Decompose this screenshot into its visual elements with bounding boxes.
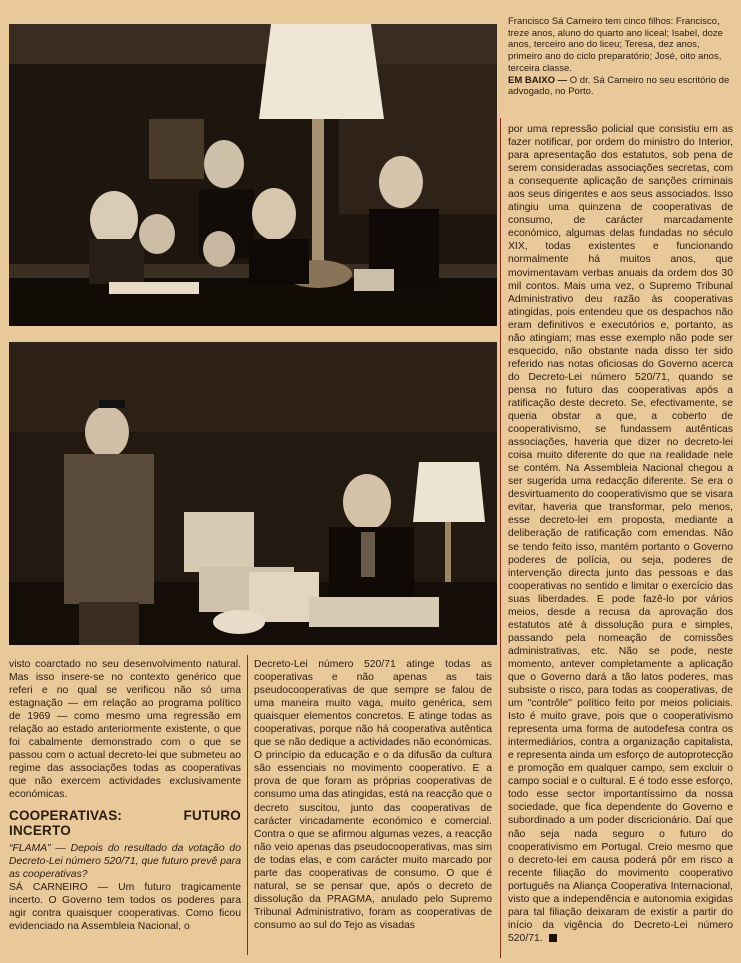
interview-answer [9, 881, 241, 933]
interviewer-name: “FLAMA” [9, 842, 51, 854]
caption-office-text: O dr. Sá Carneiro no seu escritório de advogado, no Porto. [508, 74, 730, 98]
caption-lead: EM BAIXO — [508, 74, 568, 86]
section-heading: COOPERATIVAS: FUTURO INCERTO [9, 807, 241, 838]
interview-question [9, 842, 241, 881]
interviewee-name: SÁ CARNEIRO [9, 881, 88, 893]
right-column-text [508, 123, 733, 953]
left-column-text [9, 658, 241, 958]
middle-column-text [254, 658, 492, 958]
right-column-paragraph: por uma repressão policial que consistiu em as fazer notificar, por ordem do ministro do Interior, para apresentação dos estatutos, sob pena de serem consideradas associações secretas, com a consequente aplicação de sanções criminais aos seus dirigentes e aos seus associados. Isso atingiu uma quinzena de cooperativas de consumo, de carácter marcadamente económico, algumas delas fundadas no século XIX, todas existentes e funcionando normalmente há muitos anos, que movimentavam verbas anuais da ordem dos 30 mil contos. Mais uma vez, o Supremo Tribunal Administrativo deu razão às cooperativas atingidas, pois entendeu que os despachos não eram definitivos e executórios e, portanto, as não atingiam; mas esse exemplo não pode ser esquecido, não obstante nada disso ter sido referido nas notas oficiosas do Governo acerca do Decreto-Lei número 520/71, quando se pensa no futuro das cooperativas após a ratificação deste decreto. Se, efectivamente, se queria obstar a que, a coberto de cooperativismo, se fundassem autênticas associações, haveria que dizer no decreto-lei coisa muito diferente do que na realidade nele se contém. Na Assembleia Nacional chegou a ser sugerida uma redacção diferente. Se era o desvirtuamento do cooperativismo que se visara evitar, haveria que transformar, pelo menos, esse decreto-lei em proposta, mediante a deliberação de ratificação com emendas. Não se tendo feito isso, mantém portanto o Governo poderes de polícia, ou seja, poderes de intervenção directa junto das pessoas e das cooperativas no sentido e limitar o exercício das suas liberdades. E pode fazê-lo por vários meios, desde a recusa da aprovação dos estatutos até à dissolução pura e simples, passando pela nomeação de comissões administrativas, etc. Não se pode, neste momento, antever completamente a aplicação que o Governo dará a tão latos poderes, mas subsiste o risco, para todas as cooperativas, de um "contrôle" político feito por meios policiais. Isto é muito grave, pois que o cooperativismo representa uma forma de autodefesa contra os intermediários, contra a organização capitalista, e representa ainda um esforço de autoprotecção e promoção em qualquer campo, sem excluir o campo social e o cultural. E é todo esse esforço, todo esse sector importantíssimo da nossa sociedade, que fica dependente do Governo e subordinado a um poder discricionário. Daí que não seja nada seguro o futuro do cooperativismo em Portugal. Creio mesmo que o decreto-lei em causa poderá pôr em risco a recente filiação do movimento cooperativo português na Aliança Cooperativa Internacional, visto que a independência e autonomia exigidas para tal filiação deixaram de existir a partir do início da vigência do Decreto-Lei número 520/71. [508, 124, 733, 944]
photo-caption [508, 16, 732, 98]
answer-text: — Um futuro tragicamente incerto. O Governo tem todos os poderes para agir contra quaisquer cooperativas. Como ficou evidenciado na Assembleia Nacional, o [9, 881, 241, 932]
caption-children: Francisco Sá Carneiro tem cinco filhos: Francisco, treze anos, aluno do quarto ano liceal; Isabel, doze anos, terceiro ano do liceu; Teresa, dez anos, primeiro ano do ciclo preparatório; José, oito anos, terceira classe. [508, 16, 723, 74]
column-divider-right [500, 118, 501, 958]
left-column-paragraph: visto coarctado no seu desenvolvimento natural. Mas isso insere-se no contexto genérico que referi e no qual se verificou não só uma estagnação — em relação ao programa político de 1969 — como mesmo uma regressão em relação ao estado anteriormente existente, o que foi cabalmente demonstrado com o que se passou com o actual decreto-lei que submeteu ao regime das associações todas as cooperativas que não exercem actividades exclusivamente económicas. [9, 659, 241, 801]
caption-office [508, 75, 732, 98]
middle-column-paragraph: Decreto-Lei número 520/71 atinge todas as cooperativas e não apenas as tais pseudocooperativas de que sempre se falou de uma maneira muito vaga, muito genérica, sem quaisquer elementos concretos. E atinge todas as cooperativas, porque não há cooperativa autêntica que se não dedique a actividades não económicas. O princípio da educação e o da difusão da cultura são essenciais no movimento cooperativo. E a prova de que foram as próprias cooperativas de consumo uma das atingidas, está na reacção que o decreto suscitou, junto das cooperativas de carácter vincadamente económico e comercial. Contra o que se afirmou algumas vezes, a reacção não veio apenas das pseudocooperativas, mas sim de todas elas, e com carácter muito marcado por parte das cooperativas de consumo. O que é natural, se se pensar que, após o decreto de dissolução da PRAGMA, anulado pelo Supremo Tribunal Administrativo, foram as cooperativas de consumo ao sul do Tejo as visadas [254, 659, 492, 931]
end-of-article-mark [549, 934, 557, 942]
right-column-body [508, 123, 733, 945]
office-photo [9, 342, 497, 645]
column-divider-left [247, 655, 248, 955]
question-text: — Depois do resultado da votação do Decreto-Lei número 520/71, que futuro prevê para as cooperativas? [9, 842, 241, 880]
family-photo [9, 24, 497, 326]
